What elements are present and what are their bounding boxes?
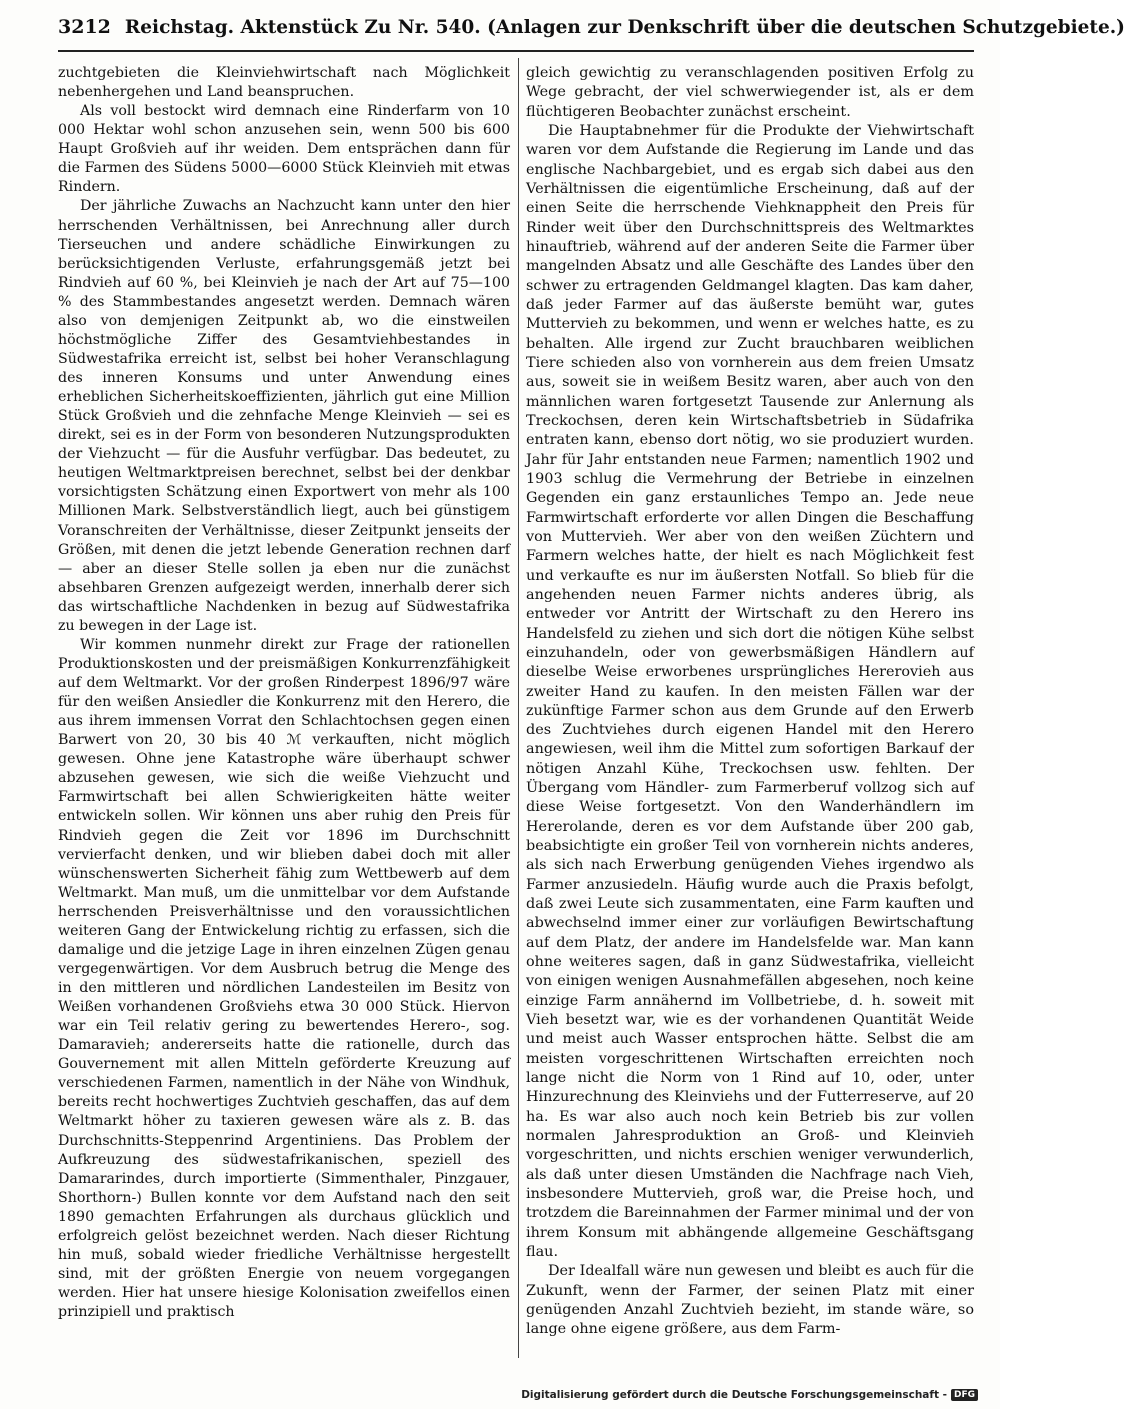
credit-text: Digitalisierung gefördert durch die Deutsche Forschungsgemeinschaft - [521,1389,947,1401]
paragraph: Als voll bestockt wird demnach eine Rinderfarm von 10 000 Hektar wohl schon anzusehen sein, wenn 500 bis 600 Haupt Großvieh auf ihr weiden. Dem entsprächen dann für die Farmen des Südens 5000—6000 Stück Kleinvieh mit etwas Rindern. [58,103,510,196]
paragraph: zuchtgebieten die Kleinviehwirtschaft nach Möglichkeit nebenhergehen und Land beanspruchen. [58,65,510,101]
paragraph: Der Idealfall wäre nun gewesen und bleibt es auch für die Zukunft, wenn der Farmer, der seinen Platz mit einer genügenden Anzahl Zuchtvieh bezieht, im stande wäre, so lange ohne eigene größere, aus dem Farm- [526,1263,974,1338]
header-rule [58,50,974,52]
column-separator [518,58,519,1358]
left-column [58,64,510,1322]
dfg-logo-icon: DFG [951,1389,978,1401]
paragraph: Wir kommen nunmehr direkt zur Frage der rationellen Produktionskosten und der preismäßigen Konkurrenzfähigkeit auf dem Weltmarkt. Vor der großen Rinderpest 1896/97 wäre für den weißen Ansiedler die Konkurrenz mit den Herero, die aus ihrem immensen Vorrat den Schlachtochsen gegen einen Barwert von 20, 30 bis 40 ℳ verkauften, nicht möglich gewesen. Ohne jene Katastrophe wäre überhaupt schwer abzusehen gewesen, wie sich die weiße Viehzucht und Farmwirtschaft bei allen Schwierigkeiten hätte weiter entwickeln sollen. Wir können uns aber ruhig den Preis für Rindvieh gegen die Zeit vor 1896 im Durchschnitt vervierfacht denken, und wir blieben dabei doch mit aller wünschenswerten Sicherheit fähig zum Wettbewerb auf dem Weltmarkt. Man muß, um die unmittelbar vor dem Aufstande herrschenden Preisverhältnisse und den voraussichtlichen weiteren Gang der Entwickelung richtig zu erfassen, sich die damalige und die jetzige Lage in ihren einzelnen Zügen genau vergegenwärtigen. Vor dem Ausbruch betrug die Menge des in den mittleren und nördlichen Landesteilen im Besitz von Weißen vorhandenen Großviehs etwa 30 000 Stück. Hiervon war ein Teil relativ gering zu bewertendes Herero-, sog. Damaravieh; andererseits hatte die rationelle, durch das Gouvernement mit allen Mitteln geförderte Kreuzung auf verschiedenen Farmen, namentlich in der Nähe von Windhuk, bereits recht hochwertiges Zuchtvieh geschaffen, das auf dem Weltmarkt höher zu taxieren gewesen wäre als z. B. das Durchschnitts-Steppenrind Argentiniens. Das Problem der Aufkreuzung des südwestafrikanischen, speziell des Damararindes, durch importierte (Simmenthaler, Pinzgauer, Shorthorn-) Bullen konnte vor dem Aufstand nach den seit 1890 gemachten Erfahrungen als durchaus glücklich und erfolgreich gelöst bezeichnet werden. Nach dieser Richtung hin muß, sobald wieder friedliche Verhältnisse hergestellt sind, mit der größten Energie von neuem vorgegangen werden. Hier hat unsere hiesige Kolonisation zweifellos einen prinzipiell und praktisch [58,636,510,1321]
page-number: 3212 [58,16,111,38]
paragraph: gleich gewichtig zu veranschlagenden positiven Erfolg zu Wege gebracht, der viel schwerwiegender ist, als er dem flüchtigeren Beobachter zunächst erscheint. [526,65,974,120]
header-title: Reichstag. Aktenstück Zu Nr. 540. (Anlagen zur Denkschrift über die deutschen Schutzgebiete.) [124,17,1125,38]
running-header [58,16,1125,50]
paragraph: Die Hauptabnehmer für die Produkte der Viehwirtschaft waren vor dem Aufstande die Regierung im Lande und das englische Nachbargebiet, und es ergab sich dabei aus den Verhältnissen die eigentümliche Erscheinung, daß auf der einen Seite die herrschende Viehknappheit den Preis für Rinder weit über den Durchschnittspreis des Weltmarktes hinauftrieb, während auf der anderen Seite die Farmer über mangelnden Absatz und alle Geschäfte des Landes über den schwer zu ertragenden Geldmangel klagten. Das kam daher, daß jeder Farmer auf das äußerste bemüht war, gutes Muttervieh zu bekommen, und wenn er welches hatte, es zu behalten. Alle irgend zur Zucht brauchbaren weiblichen Tiere schieden also von vornherein aus dem freien Umsatz aus, soweit sie in weißem Besitz waren, aber auch von den männlichen waren fortgesetzt Tausende zur Anlernung als Treckochsen, deren kein Wirtschaftsbetrieb in Südafrika entraten kann, ebenso dort nötig, wo sie produziert wurden. Jahr für Jahr entstanden neue Farmen; namentlich 1902 und 1903 schlug die Vermehrung der Betriebe in einzelnen Gegenden ein ganz erstaunliches Tempo an. Jede neue Farmwirtschaft erforderte vor allen Dingen die Beschaffung von Muttervieh. Wer aber von den weißen Züchtern und Farmern welches hatte, der hielt es nach Möglichkeit fest und verkaufte es nur im äußersten Notfall. So blieb für die angehenden neuen Farmer nichts anderes übrig, als entweder vor Antritt der Wirtschaft zu den Herero ins Handelsfeld zu ziehen und sich dort die nötigen Kühe selbst einzuhandeln, oder von gewerbsmäßigen Händlern auf dieselbe Weise erworbenes ursprüngliches Hererovieh aus zweiter Hand zu kaufen. In den meisten Fällen war der zukünftige Farmer schon aus dem Grunde auf den Erwerb des Zuchtviehes durch eigenen Handel mit den Herero angewiesen, weil ihm die Mittel zum sofortigen Barkauf der nötigen Anzahl Kühe, Treckochsen usw. fehlten. Der Übergang vom Händler- zum Farmerberuf vollzog sich auf diese Weise fortgesetzt. Von den Wanderhändlern im Hererolande, deren es vor dem Aufstande über 200 gab, beabsichtigte ein großer Teil von vornherein nichts anderes, als sich nach Erwerbung genügenden Viehes irgendwo als Farmer anzusiedeln. Häufig wurde auch die Praxis befolgt, daß zwei Leute sich zusammentaten, eine Farm kauften und abwechselnd immer einer zur vorläufigen Bewirtschaftung auf dem Platz, der andere im Handelsfelde war. Man kann ohne weiteres sagen, daß in ganz Südwestafrika, vielleicht von einigen wenigen Ausnahmefällen abgesehen, noch keine einzige Farm annähernd im Vollbetriebe, d. h. soweit mit Vieh besetzt war, wie es der vorhandenen Quantität Weide und meist auch Wasser entsprochen hätte. Selbst die am meisten vorgeschrittenen Wirtschaften erreichten noch lange nicht die Norm von 1 Rind auf 10, oder, unter Hinzurechnung des Kleinviehs und der Futterreserve, auf 20 ha. Es war also auch noch kein Betrieb bis zur vollen normalen Jahresproduktion an Groß- und Kleinvieh vorgeschritten, und nichts erschien weniger verwunderlich, als daß unter diesen Umständen die Nachfrage nach Vieh, insbesondere Muttervieh, groß war, die Preise hoch, und trotzdem die Bareinnahmen der Farmer minimal und der von ihrem Konsum mit abhängende allgemeine Geschäftsgang flau. [526,122,974,1261]
paragraph: Der jährliche Zuwachs an Nachzucht kann unter den hier herrschenden Verhältnissen, bei Anrechnung aller durch Tierseuchen und andere schädliche Einwirkungen zu berücksichtigenden Verluste, erfahrungsgemäß jetzt bei Rindvieh auf 60 %, bei Kleinvieh je nach der Art auf 75—100 % des Stammbestandes angesetzt werden. Demnach wären also von demjenigen Zeitpunkt ab, wo die einstweilen höchstmögliche Ziffer des Gesamtviehbestandes in Südwestafrika erreicht ist, selbst bei hoher Veranschlagung des inneren Konsums und unter Anwendung eines erheblichen Sicherheitskoeffizienten, jährlich gut eine Million Stück Großvieh und die zehnfache Menge Kleinvieh — sei es direkt, sei es in der Form von besonderen Nutzungsprodukten der Viehzucht — für die Ausfuhr verfügbar. Das bedeutet, zu heutigen Weltmarktpreisen berechnet, selbst bei der denkbar vorsichtigsten Schätzung einen Exportwert von mehr als 100 Millionen Mark. Selbstverständlich liegt, auch bei günstigem Voranschreiten der Verhältnisse, dieser Zeitpunkt jenseits der Größen, mit denen die jetzt lebende Generation rechnen darf — aber an dieser Stelle sollen ja eben nur die zunächst absehbaren Grenzen aufgezeigt werden, innerhalb derer sich das wirtschaftliche Nachdenken in bezug auf Südwestafrika zu bewegen in der Lage ist. [58,198,510,634]
digitization-credit [521,1387,978,1403]
right-column [526,64,974,1340]
